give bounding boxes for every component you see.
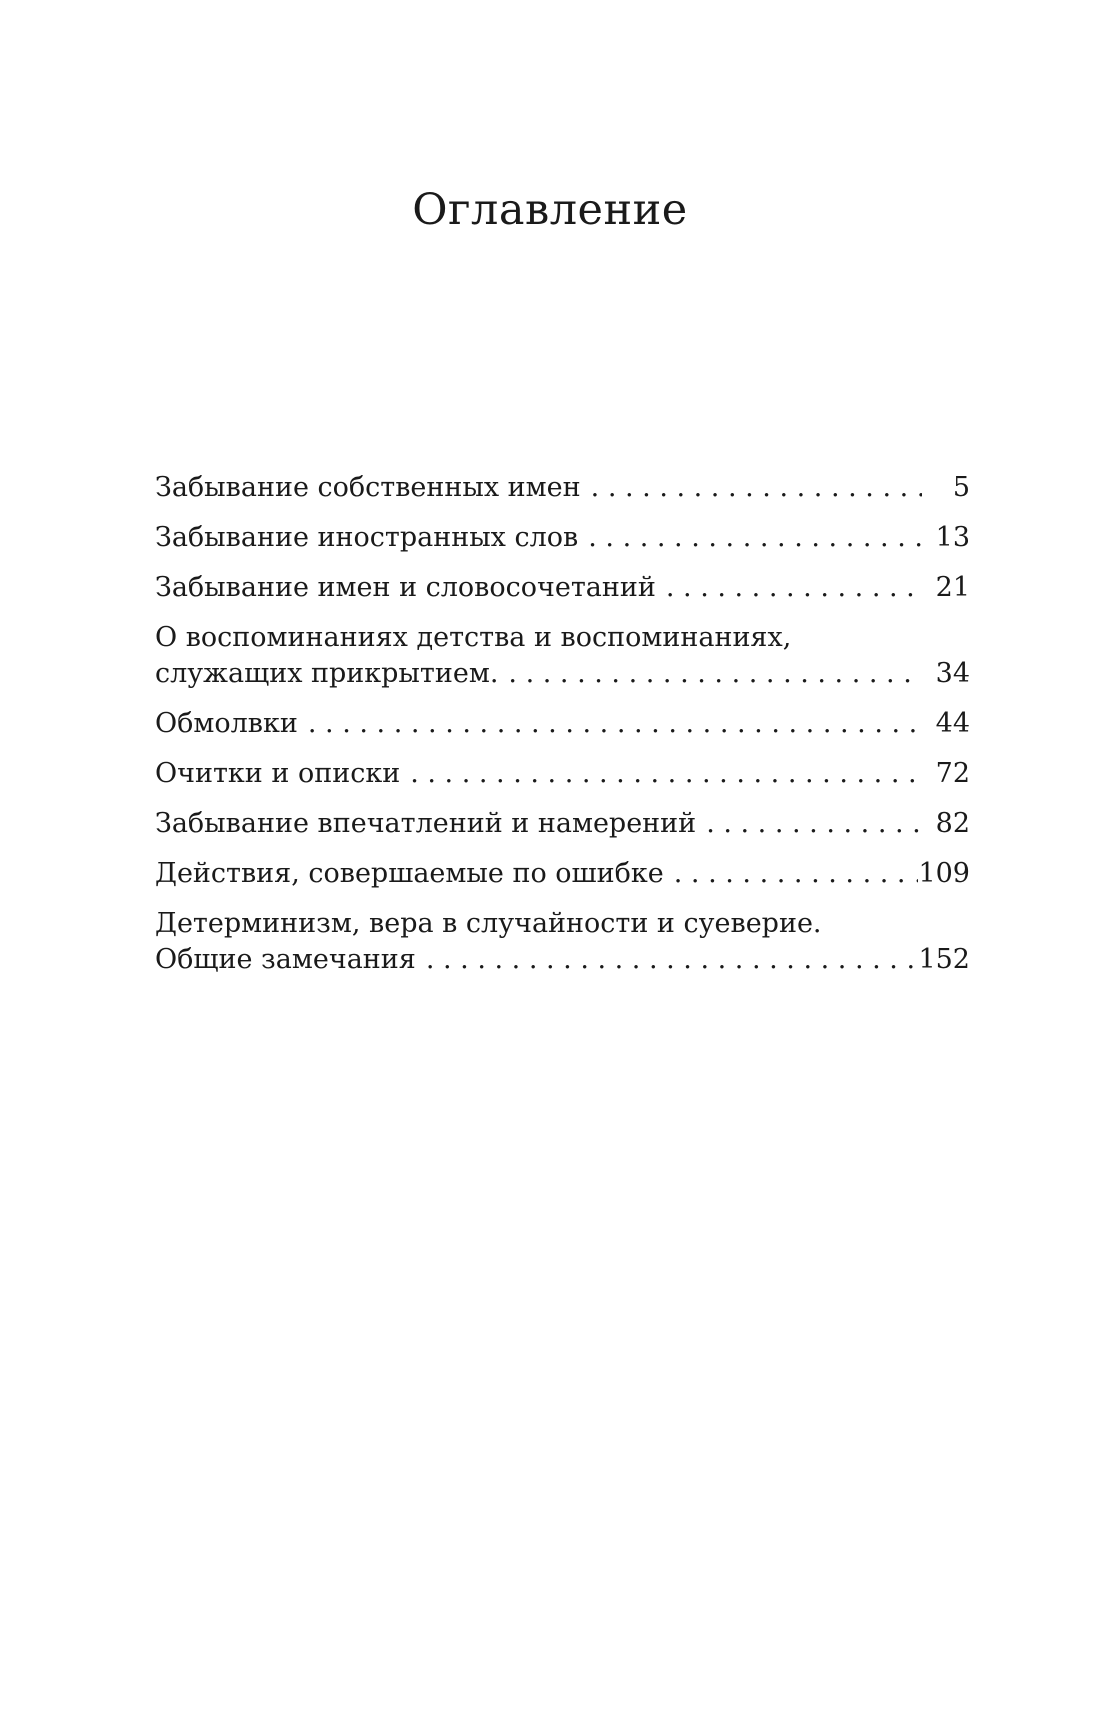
toc-entry xyxy=(155,706,970,742)
dot-leader xyxy=(416,942,919,978)
toc-page-number: 44 xyxy=(935,708,970,739)
toc-entry xyxy=(155,906,970,978)
toc-entry xyxy=(155,756,970,792)
toc-page-number: 109 xyxy=(918,858,970,889)
toc-entry-title: Забывание собственных имен xyxy=(155,472,581,503)
toc-page-number: 82 xyxy=(935,808,970,839)
toc-entry-title: Забывание впечатлений и намерений xyxy=(155,808,697,839)
toc-page-number: 152 xyxy=(918,944,970,975)
toc-entry-title: Действия, совершаемые по ошибке xyxy=(155,858,664,889)
toc-entry-title: Забывание имен и словосочетаний xyxy=(155,572,656,603)
table-of-contents xyxy=(155,470,970,992)
toc-page-number: 34 xyxy=(935,658,970,689)
toc-title: Оглавление xyxy=(412,185,688,235)
toc-entry-title: Обмолвки xyxy=(155,708,298,739)
dot-leader xyxy=(656,570,922,606)
dot-leader xyxy=(664,856,919,892)
toc-page-number: 21 xyxy=(935,572,970,603)
toc-page-number: 5 xyxy=(952,472,970,503)
dot-leader xyxy=(298,706,922,742)
dot-leader xyxy=(696,806,922,842)
toc-entry xyxy=(155,520,970,556)
dot-leader xyxy=(498,656,922,692)
toc-entry-title: О воспоминаниях детства и воспоминаниях, xyxy=(155,622,792,653)
toc-entry-title-continued: служащих прикрытием. xyxy=(155,658,499,689)
toc-entry xyxy=(155,570,970,606)
toc-page-number: 13 xyxy=(935,522,970,553)
toc-entry-title: Забывание иностранных слов xyxy=(155,522,579,553)
dot-leader xyxy=(581,470,922,506)
toc-entry-title: Детерминизм, вера в случайности и суеверие. xyxy=(155,908,822,939)
toc-entry xyxy=(155,806,970,842)
toc-entry-title: Очитки и описки xyxy=(155,758,401,789)
toc-entry xyxy=(155,856,970,892)
dot-leader xyxy=(578,520,922,556)
toc-entry xyxy=(155,470,970,506)
toc-page-number: 72 xyxy=(935,758,970,789)
dot-leader xyxy=(400,756,922,792)
toc-entry xyxy=(155,620,970,692)
toc-entry-title-continued: Общие замечания xyxy=(155,944,416,975)
